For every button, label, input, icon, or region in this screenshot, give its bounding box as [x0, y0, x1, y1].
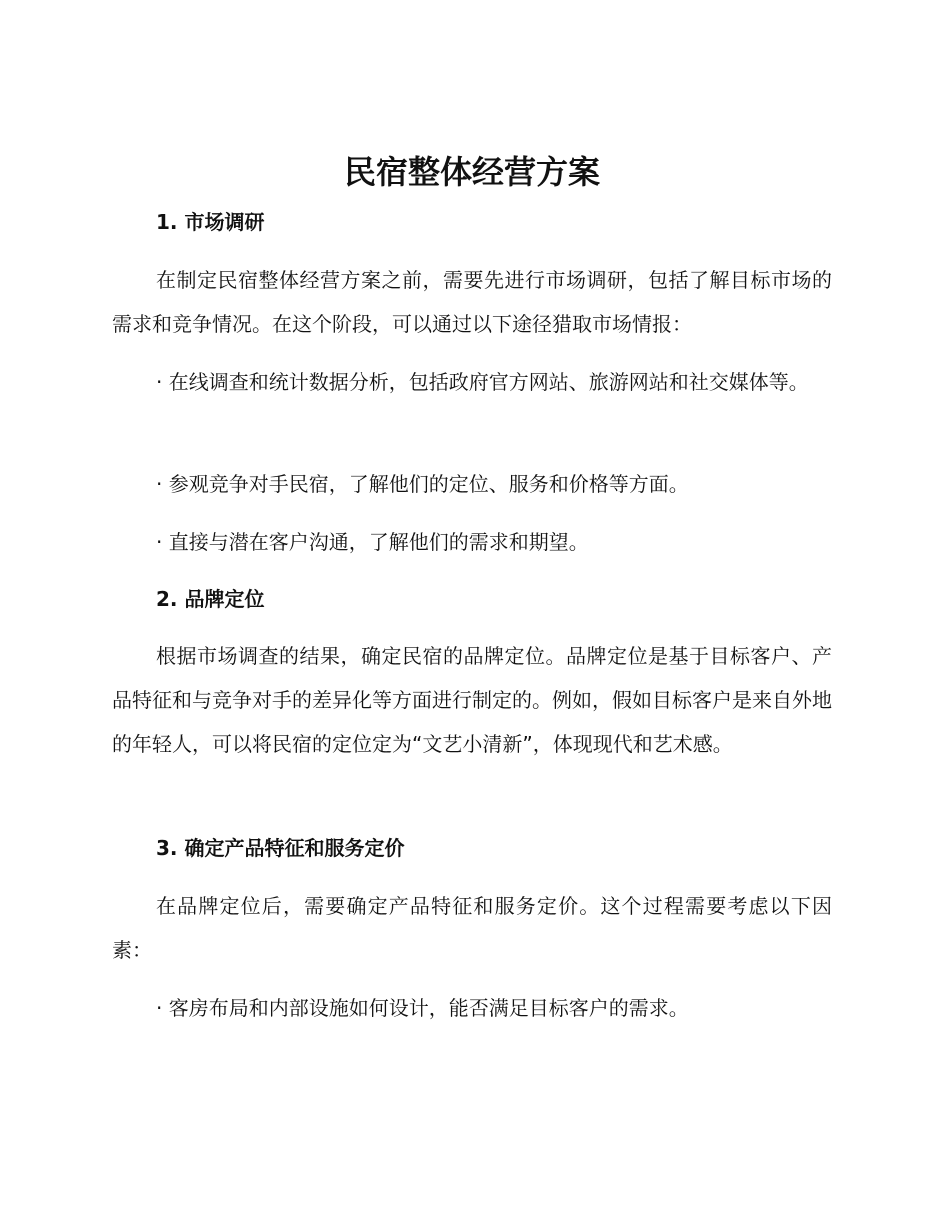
bullet-item: · 直接与潜在客户沟通，了解他们的需求和期望。	[156, 530, 589, 554]
document-title: 民宿整体经营方案	[343, 153, 600, 191]
bullet-item: · 客房布局和内部设施如何设计，能否满足目标客户的需求。	[156, 996, 689, 1020]
document-page	[112, 0, 832, 1230]
paragraph: 在制定民宿整体经营方案之前，需要先进行市场调研，包括了解目标市场的需求和竞争情况。在这个阶段，可以通过以下途径猎取市场情报：	[112, 268, 832, 336]
paragraph: 在品牌定位后，需要确定产品特征和服务定价。这个过程需要考虑以下因素：	[112, 894, 832, 962]
bullet-item: · 参观竞争对手民宿，了解他们的定位、服务和价格等方面。	[156, 472, 689, 496]
section-heading-brand-positioning: 2. 品牌定位	[156, 587, 265, 611]
section-heading-market-research: 1. 市场调研	[156, 210, 265, 234]
section-heading-product-pricing: 3. 确定产品特征和服务定价	[156, 836, 405, 860]
bullet-item: · 在线调查和统计数据分析，包括政府官方网站、旅游网站和社交媒体等。	[156, 370, 809, 394]
paragraph: 根据市场调查的结果，确定民宿的品牌定位。品牌定位是基于目标客户、产品特征和与竞争对手的差异化等方面进行制定的。例如，假如目标客户是来自外地的年轻人，可以将民宿的定位定为“文艺小清新”，体现现代和艺术感。	[112, 644, 832, 756]
